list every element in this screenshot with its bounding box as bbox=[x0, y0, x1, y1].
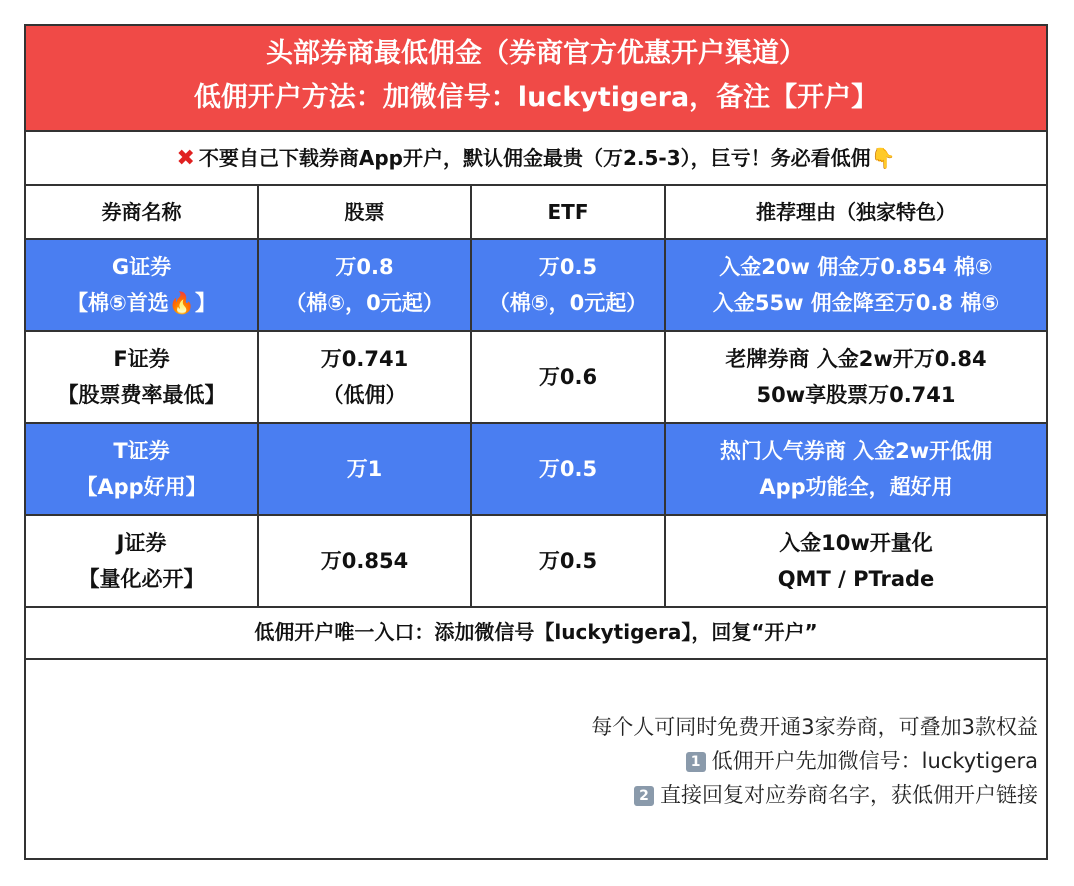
notes-block bbox=[591, 710, 1038, 812]
reason-cell bbox=[665, 239, 1046, 331]
notes-step-1-text: 低佣开户先加微信号：luckytigera bbox=[711, 749, 1038, 773]
broker-tag: 【股票费率最低】 bbox=[57, 383, 226, 407]
table-row bbox=[26, 423, 1046, 515]
notes-intro: 每个人可同时免费开通3家券商，可叠加3款权益 bbox=[591, 715, 1038, 739]
table-row bbox=[26, 515, 1046, 607]
column-header-etf: ETF bbox=[471, 186, 665, 239]
reason-line: 入金20w 佣金万0.854 棉⑤ bbox=[719, 255, 993, 279]
stock-rate: 万0.741 bbox=[320, 347, 409, 371]
etf-rate-cell bbox=[471, 423, 665, 515]
column-header-reason: 推荐理由（独家特色） bbox=[665, 186, 1046, 239]
reason-cell bbox=[665, 515, 1046, 607]
reason-cell bbox=[665, 423, 1046, 515]
header-subtitle: 低佣开户方法：加微信号：luckytigera，备注【开户】 bbox=[193, 82, 879, 113]
stock-rate-note: （棉⑤，0元起） bbox=[285, 291, 444, 315]
reason-cell bbox=[665, 331, 1046, 423]
etf-rate-cell bbox=[471, 515, 665, 607]
broker-name: J证券 bbox=[116, 531, 167, 555]
keycap-one-icon: 1 bbox=[686, 752, 706, 772]
notes-step-2 bbox=[591, 778, 1038, 812]
signup-cta-text: 低佣开户唯一入口：添加微信号【luckytigera】，回复“开户” bbox=[254, 620, 818, 644]
promo-card bbox=[24, 24, 1048, 860]
etf-rate: 万0.5 bbox=[538, 457, 598, 481]
reason-line: 热门人气券商 入金2w开低佣 bbox=[719, 439, 993, 463]
etf-rate-cell bbox=[471, 331, 665, 423]
etf-rate: 万0.6 bbox=[538, 365, 598, 389]
header-title: 头部券商最低佣金（券商官方优惠开户渠道） bbox=[266, 38, 806, 69]
broker-tag: 【App好用】 bbox=[76, 475, 207, 499]
stock-rate-note: （低佣） bbox=[322, 383, 407, 407]
stock-rate-cell bbox=[258, 515, 471, 607]
broker-name-cell bbox=[26, 331, 258, 423]
stock-rate: 万0.854 bbox=[320, 549, 409, 573]
warning-text: 不要自己下载券商App开户，默认佣金最贵（万2.5-3），巨亏！务必看低佣👇 bbox=[198, 146, 896, 170]
signup-cta-banner bbox=[26, 606, 1046, 660]
broker-name: T证券 bbox=[113, 439, 170, 463]
stock-rate-cell bbox=[258, 423, 471, 515]
broker-name-cell bbox=[26, 515, 258, 607]
reason-line: 入金55w 佣金降至万0.8 棉⑤ bbox=[712, 291, 1000, 315]
etf-rate-cell bbox=[471, 239, 665, 331]
broker-table bbox=[26, 186, 1046, 608]
broker-name-cell bbox=[26, 239, 258, 331]
column-header-broker: 券商名称 bbox=[26, 186, 258, 239]
broker-name: G证券 bbox=[111, 255, 172, 279]
stock-rate: 万0.8 bbox=[335, 255, 394, 279]
broker-tag: 【量化必开】 bbox=[78, 567, 205, 591]
stock-rate: 万1 bbox=[346, 457, 383, 481]
table-header-row bbox=[26, 186, 1046, 239]
warning-banner bbox=[26, 132, 1046, 186]
reason-line: 50w享股票万0.741 bbox=[756, 383, 956, 407]
column-header-stock: 股票 bbox=[258, 186, 471, 239]
broker-name-cell bbox=[26, 423, 258, 515]
reason-line: QMT / PTrade bbox=[777, 567, 935, 591]
broker-name: F证券 bbox=[113, 347, 170, 371]
header-banner bbox=[26, 26, 1046, 132]
broker-tag: 【棉⑤首选🔥】 bbox=[67, 291, 216, 315]
reason-line: 老牌券商 入金2w开万0.84 bbox=[725, 347, 987, 371]
stock-rate-cell bbox=[258, 239, 471, 331]
etf-rate: 万0.5 bbox=[538, 549, 598, 573]
etf-rate: 万0.5 bbox=[538, 255, 598, 279]
reason-line: App功能全，超好用 bbox=[759, 475, 953, 499]
table-row bbox=[26, 331, 1046, 423]
etf-rate-note: （棉⑤，0元起） bbox=[488, 291, 648, 315]
notes-step-2-text: 直接回复对应券商名字，获低佣开户链接 bbox=[660, 783, 1038, 807]
notes-step-1 bbox=[591, 744, 1038, 778]
stock-rate-cell bbox=[258, 331, 471, 423]
reason-line: 入金10w开量化 bbox=[779, 531, 933, 555]
cross-mark-icon: ✖ bbox=[176, 146, 195, 171]
table-row bbox=[26, 239, 1046, 331]
keycap-two-icon: 2 bbox=[634, 786, 654, 806]
